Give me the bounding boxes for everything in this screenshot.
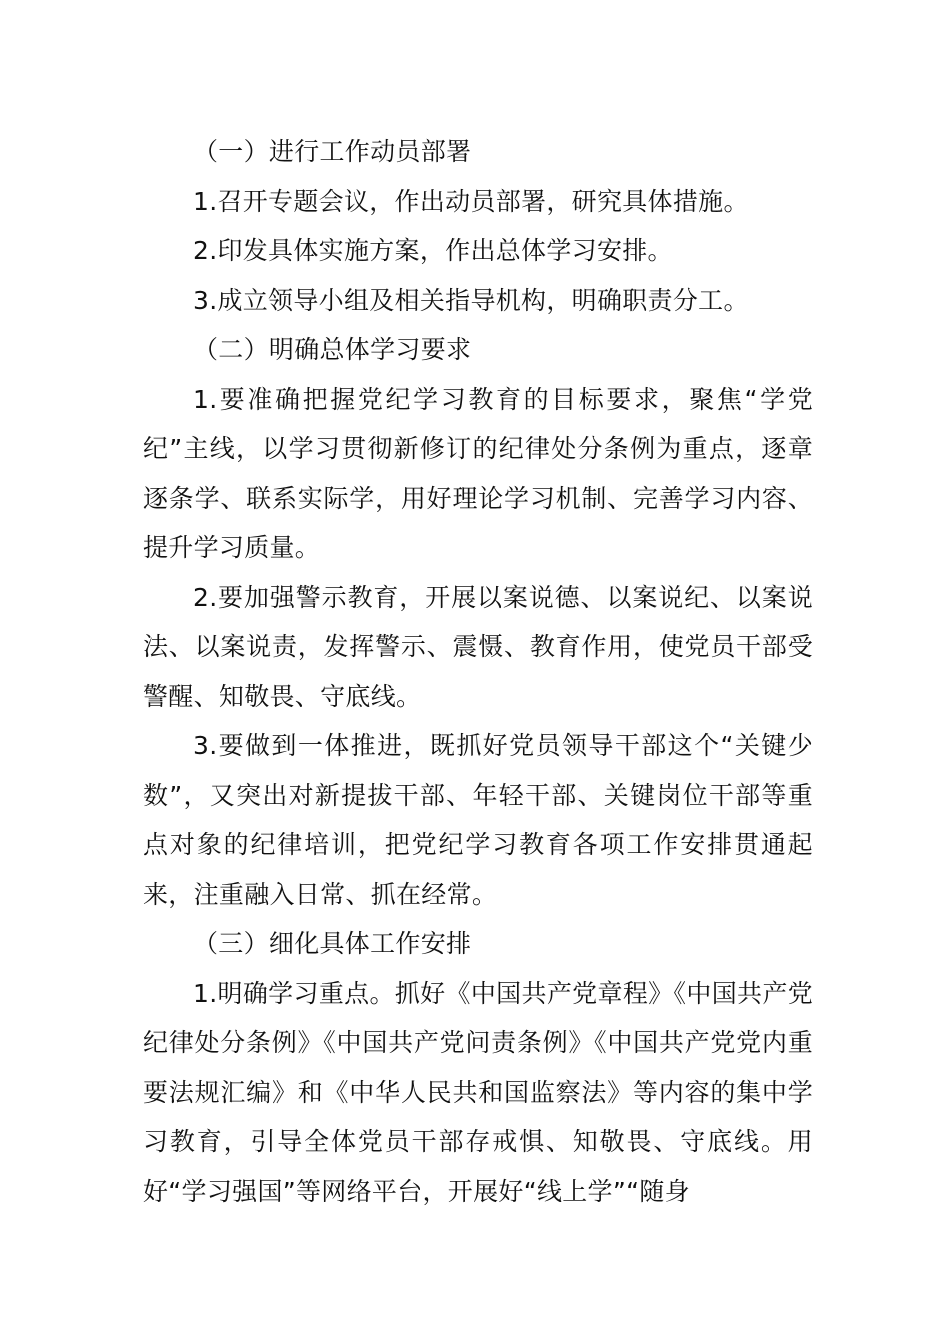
section-3-item-1: 1.明确学习重点。抓好《中国共产党章程》《中国共产党纪律处分条例》《中国共产党问责条例》《中国共产党党内重要法规汇编》和《中华人民共和国监察法》等内容的集中学习教育，引导全体党员干部存戒惧、知敬畏、守底线。用好“学习强国”等网络平台，开展好“线上学”“随身 <box>143 978 813 1206</box>
section-2-item-1: 1.要准确把握党纪学习教育的目标要求，聚焦“学党纪”主线，以学习贯彻新修订的纪律处分条例为重点，逐章逐条学、联系实际学，用好理论学习机制、完善学习内容、提升学习质量。 <box>143 384 813 562</box>
section-1-item-2: 2.印发具体实施方案，作出总体学习安排。 <box>193 236 673 265</box>
section-2-item-3: 3.要做到一体推进，既抓好党员领导干部这个“关键少数”，又突出对新提拔干部、年轻干部、关键岗位干部等重点对象的纪律培训，把党纪学习教育各项工作安排贯通起来，注重融入日常、抓在经常。 <box>143 731 813 909</box>
section-heading-3: （三）细化具体工作安排 <box>193 929 472 958</box>
document-body <box>143 127 813 1216</box>
section-1-item-1: 1.召开专题会议，作出动员部署，研究具体措施。 <box>193 186 749 216</box>
section-heading-2: （二）明确总体学习要求 <box>193 335 472 364</box>
section-2-item-2: 2.要加强警示教育，开展以案说德、以案说纪、以案说法、以案说责，发挥警示、震慑、教育作用，使党员干部受警醒、知敬畏、守底线。 <box>143 582 813 711</box>
section-heading-1: （一）进行工作动员部署 <box>193 137 472 166</box>
section-1-item-3: 3.成立领导小组及相关指导机构，明确职责分工。 <box>193 285 749 315</box>
